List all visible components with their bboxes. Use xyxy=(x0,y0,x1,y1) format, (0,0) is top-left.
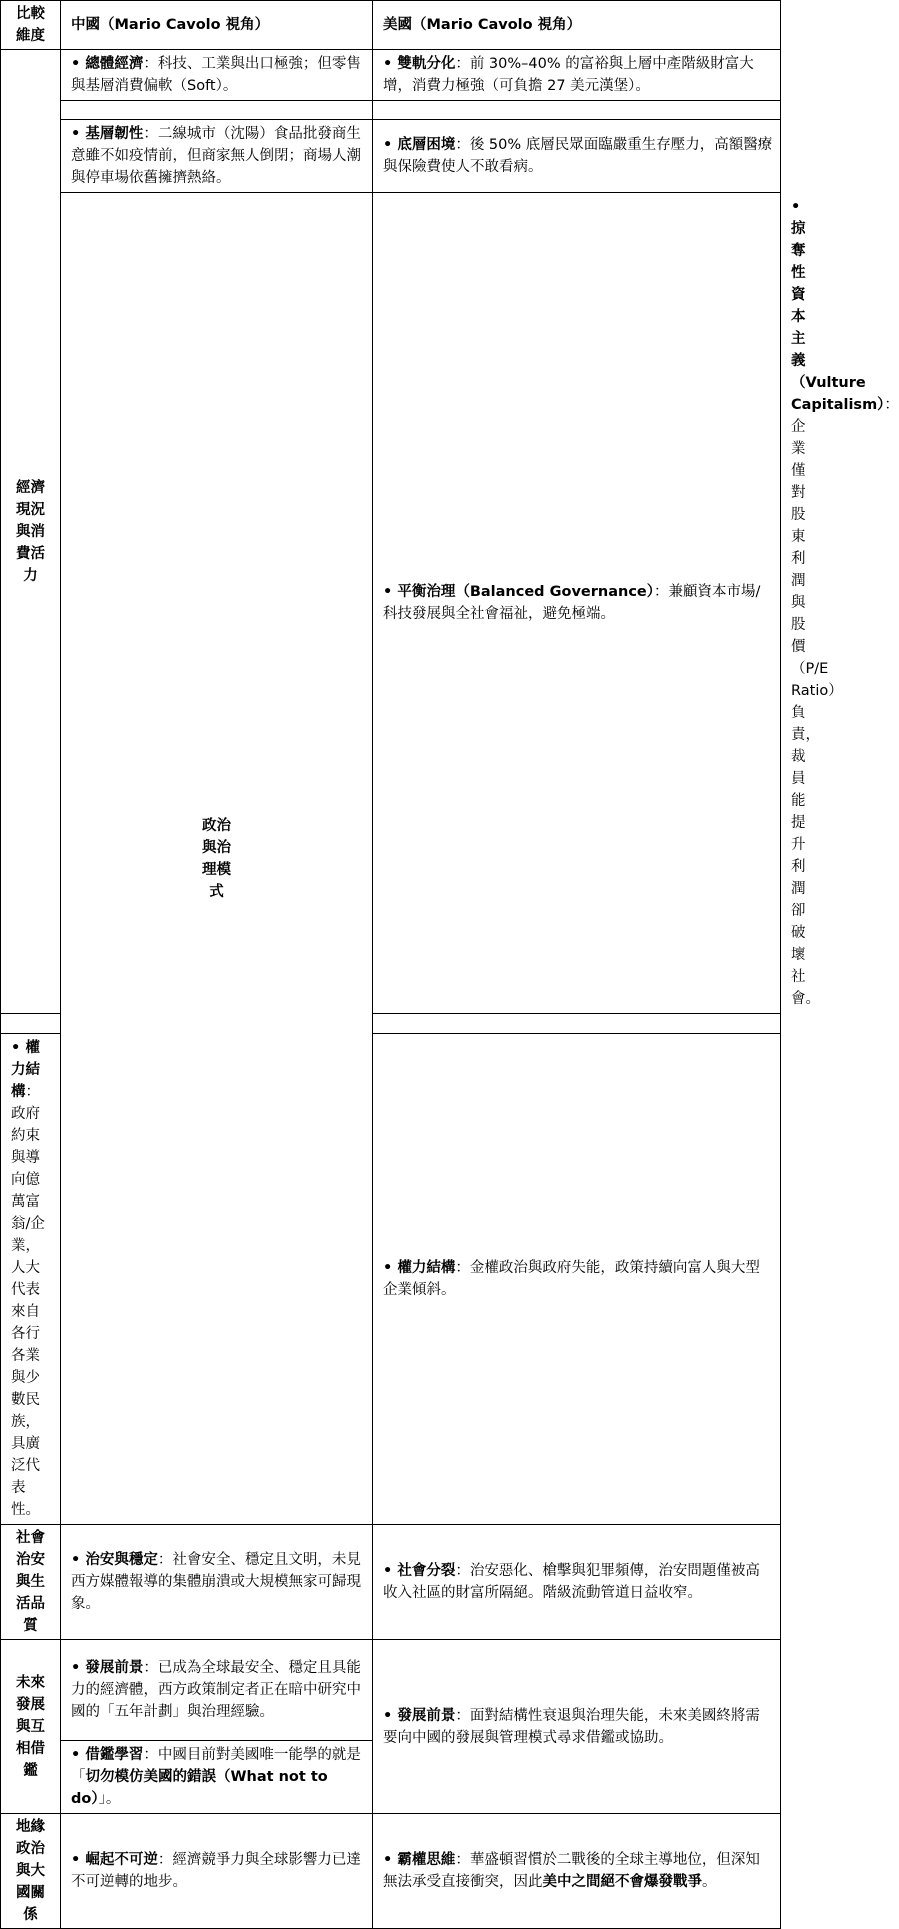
cell-text: ：兼顧資本市場/科技發展與全社會福祉，避免極端。 xyxy=(383,584,761,622)
bullet-title: • 發展前景 xyxy=(383,1707,456,1724)
cell-text: 。 xyxy=(702,1874,717,1890)
table-row xyxy=(1,1525,781,1640)
dimension-geopolitics: 地緣 政治 與大 國關 係 xyxy=(1,1814,61,1929)
cell-usa-geopolitics xyxy=(373,1814,781,1929)
emphasis-text: 美中之間絕不會爆發戰爭 xyxy=(542,1874,702,1890)
cell-china-politics-2 xyxy=(1,1034,61,1525)
cell-text: ：科技、工業與出口極強；但零售與基層消費偏軟（Soft）。 xyxy=(71,56,361,94)
cell-text: ：經濟競爭力與全球影響力已達不可逆轉的地步。 xyxy=(71,1852,361,1890)
cell-text: ：二線城市（沈陽）食品批發商生意雖不如疫情前，但商家無人倒閉；商場人潮與停車場依舊擁擠熱絡。 xyxy=(71,126,361,186)
cell-china-economy-1 xyxy=(61,50,373,101)
cell-text: ：社會安全、穩定且文明，未見西方媒體報導的集體崩潰或大規模無家可歸現象。 xyxy=(71,1552,361,1612)
empty-cell xyxy=(373,101,781,120)
cell-text: ：華盛頓習慣於二戰後的全球主導地位，但深知無法承受直接衝突，因此 xyxy=(383,1852,760,1890)
bullet-title: • 霸權思維 xyxy=(383,1852,456,1868)
table-row xyxy=(1,50,781,101)
header-dimension: 比較 維度 xyxy=(1,1,61,50)
empty-cell xyxy=(373,1014,781,1034)
cell-china-economy-2 xyxy=(61,120,373,193)
empty-cell xyxy=(1,1014,61,1034)
bullet-title: • 發展前景 xyxy=(71,1660,144,1676)
dimension-politics: 政治 與治 理模 式 xyxy=(61,193,373,1525)
table-header-row xyxy=(1,1,781,50)
cell-china-future-1 xyxy=(61,1640,373,1741)
cell-usa-society xyxy=(373,1525,781,1640)
bullet-title: • 權力結構 xyxy=(11,1040,40,1100)
bullet-title: • 底層困境 xyxy=(383,137,456,153)
bullet-title: • 治安與穩定 xyxy=(71,1552,158,1568)
bullet-title: • 權力結構 xyxy=(383,1260,456,1276)
cell-china-politics-1 xyxy=(373,193,781,1014)
cell-text: ：前 30%–40% 的富裕與上層中產階級財富大增，消費力極強（可負擔 27 美元漢堡）。 xyxy=(383,56,754,94)
bullet-title: • 借鑑學習 xyxy=(71,1747,144,1763)
cell-text: ：後 50% 底層民眾面臨嚴重生存壓力，高額醫療與保險費使人不敢看病。 xyxy=(383,137,773,175)
cell-usa-economy-2 xyxy=(373,120,781,193)
cell-usa-future xyxy=(373,1640,781,1814)
bullet-title: • 崛起不可逆 xyxy=(71,1852,158,1868)
table-row xyxy=(1,120,781,193)
cell-text: 」。 xyxy=(98,1791,121,1807)
cell-usa-politics-2 xyxy=(373,1034,781,1525)
table-row xyxy=(1,101,781,120)
cell-text: ：金權政治與政府失能，政策持續向富人與大型企業傾斜。 xyxy=(383,1260,760,1298)
cell-text: ：中國目前對美國唯一能學的就是「 xyxy=(71,1747,361,1785)
dimension-society: 社會 治安 與生 活品 質 xyxy=(1,1525,61,1640)
cell-text: ：已成為全球最安全、穩定且具能力的經濟體，西方政策制定者正在暗中研究中國的「五年計劃」與治理經驗。 xyxy=(71,1660,361,1720)
cell-china-future-2 xyxy=(61,1741,373,1814)
bullet-title: • 社會分裂 xyxy=(383,1563,456,1579)
cell-text: ：治安惡化、槍擊與犯罪頻傳，治安問題僅被高收入社區的財富所隔絕。階級流動管道日益收窄。 xyxy=(383,1563,760,1601)
bullet-title: • 平衡治理（Balanced Governance） xyxy=(383,584,654,600)
cell-usa-economy-1 xyxy=(373,50,781,101)
bullet-title: • 總體經濟 xyxy=(71,56,144,72)
bullet-title: • 掠奪性資本主義（Vulture Capitalism） xyxy=(791,199,885,413)
table-row xyxy=(1,193,781,1014)
dimension-future: 未來 發展 與互 相借 鑑 xyxy=(1,1640,61,1814)
cell-text: ：政府約束與導向億萬富翁/企業，人大代表來自各行各業與少數民族，具廣泛代表性。 xyxy=(11,1084,45,1518)
cell-text: ：企業僅對股東利潤與股價（P/E Ratio）負責，裁員能提升利潤卻破壞社會。 xyxy=(791,397,899,1007)
table-row xyxy=(1,1640,781,1741)
dimension-economy: 經濟 現況 與消 費活 力 xyxy=(1,50,61,1014)
header-china: 中國（Mario Cavolo 視角） xyxy=(61,1,373,50)
cell-text: ：面對結構性衰退與治理失能，未來美國終將需要向中國的發展與管理模式尋求借鑑或協助。 xyxy=(383,1707,760,1746)
header-usa: 美國（Mario Cavolo 視角） xyxy=(373,1,781,50)
bullet-title: • 雙軌分化 xyxy=(383,56,456,72)
cell-china-geopolitics xyxy=(61,1814,373,1929)
emphasis-text: 切勿模仿美國的錯誤（What not to do） xyxy=(71,1769,328,1807)
cell-china-society xyxy=(61,1525,373,1640)
table-row xyxy=(1,1814,781,1929)
empty-cell xyxy=(61,101,373,120)
bullet-title: • 基層韌性 xyxy=(71,126,144,142)
